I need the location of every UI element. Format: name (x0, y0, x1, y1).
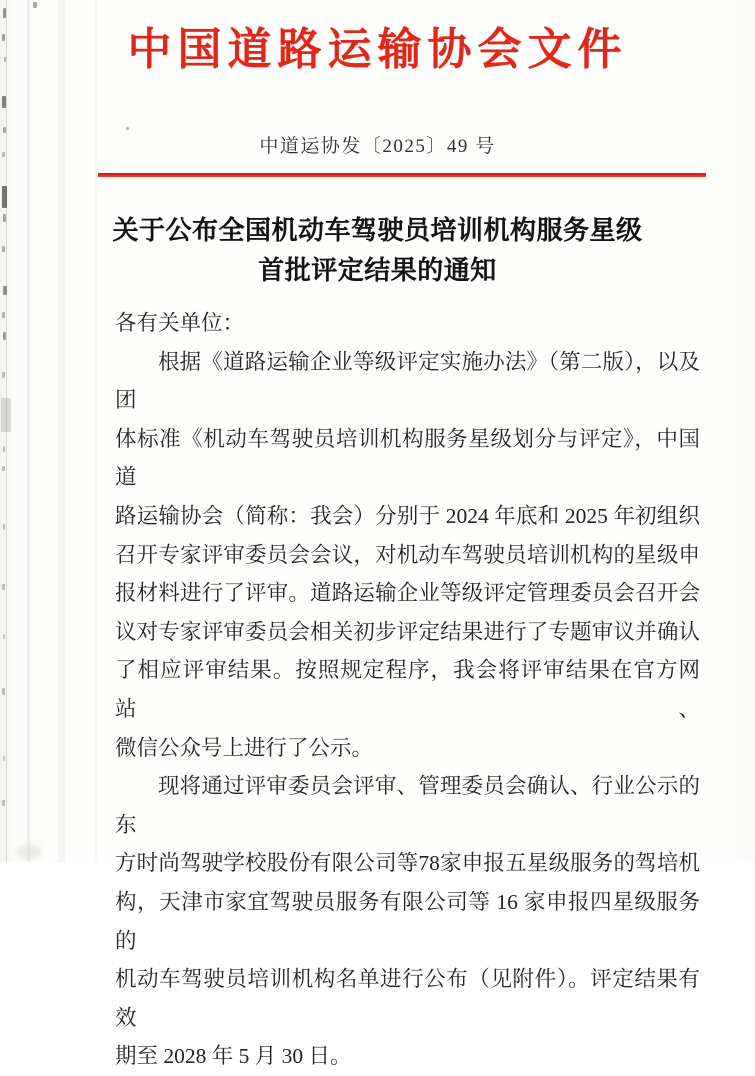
body-line: 机动车驾驶员培训机构名单进行公布（见附件）。评定结果有效 (115, 967, 700, 1030)
body-line: 期至 2028 年 5 月 30 日。 (115, 1044, 352, 1069)
scan-edge-mark (2, 800, 5, 806)
scan-edge-mark (2, 372, 5, 378)
scan-edge-mark (3, 127, 6, 133)
scan-edge-mark (3, 524, 5, 530)
notice-title (60, 211, 695, 291)
scan-edge-mark (3, 446, 5, 452)
scan-edge-mark (3, 214, 6, 222)
scan-edge-mark (33, 2, 37, 8)
letterhead-org-title: 中国道路运输协会文件 (127, 25, 628, 74)
letterhead-red-rule (98, 173, 706, 177)
scan-smudge (16, 844, 42, 860)
body-line: 方时尚驾驶学校股份有限公司等78家申报五星级服务的驾培机 (115, 851, 700, 876)
scan-edge-mark (2, 688, 5, 695)
body-line: 体标准《机动车驾驶员培训机构服务星级划分与评定》，中国道 (115, 426, 700, 490)
body-line: 报材料进行了评审。道路运输企业等级评定管理委员会召开会 (115, 581, 700, 606)
scan-streak (27, 0, 30, 862)
body-line: 路运输协会（简称：我会）分别于 2024 年底和 2025 年初组织 (115, 503, 700, 528)
notice-body (115, 304, 700, 1076)
body-line: 构，天津市家宜驾驶员服务有限公司等 16 家申报四星级服务的 (115, 889, 700, 953)
scan-edge-mark (3, 332, 6, 340)
scan-speck (126, 127, 129, 130)
salutation: 各有关单位： (115, 311, 245, 335)
scan-edge-mark (2, 312, 5, 318)
scan-edge-mark (2, 246, 5, 252)
scan-edge-mark (3, 8, 6, 18)
body-line: 召开专家评审委员会会议，对机动车驾驶员培训机构的星级申 (115, 542, 700, 567)
scan-edge-mark (3, 286, 7, 295)
scan-edge-mark (2, 584, 5, 590)
body-line: 微信公众号上进行了公示。 (115, 735, 374, 760)
scan-streak (58, 0, 65, 862)
notice-title-line2: 首批评定结果的通知 (258, 256, 497, 285)
body-line: 现将通过评审委员会评审、管理委员会确认、行业公示的东 (115, 774, 700, 837)
scan-edge-mark (3, 756, 5, 761)
scan-edge-mark (2, 96, 6, 108)
body-line: 议对专家评审委员会相关初步评定结果进行了专题审议并确认 (115, 619, 700, 644)
scan-edge-mark (2, 466, 5, 471)
document-number: 中道运协发〔2025〕49 号 (259, 136, 496, 157)
body-line: 根据《道路运输企业等级评定实施办法》（第二版），以及团 (115, 349, 700, 413)
scan-streak (95, 0, 97, 862)
scan-edge-smear (1, 398, 11, 432)
notice-title-line1: 关于公布全国机动车驾驶员培训机构服务星级 (112, 216, 643, 245)
scan-edge-mark (3, 634, 5, 639)
scan-edge-mark (2, 186, 7, 208)
body-line: 了相应评审结果。按照规定程序，我会将评审结果在官方网站、 (115, 658, 700, 721)
